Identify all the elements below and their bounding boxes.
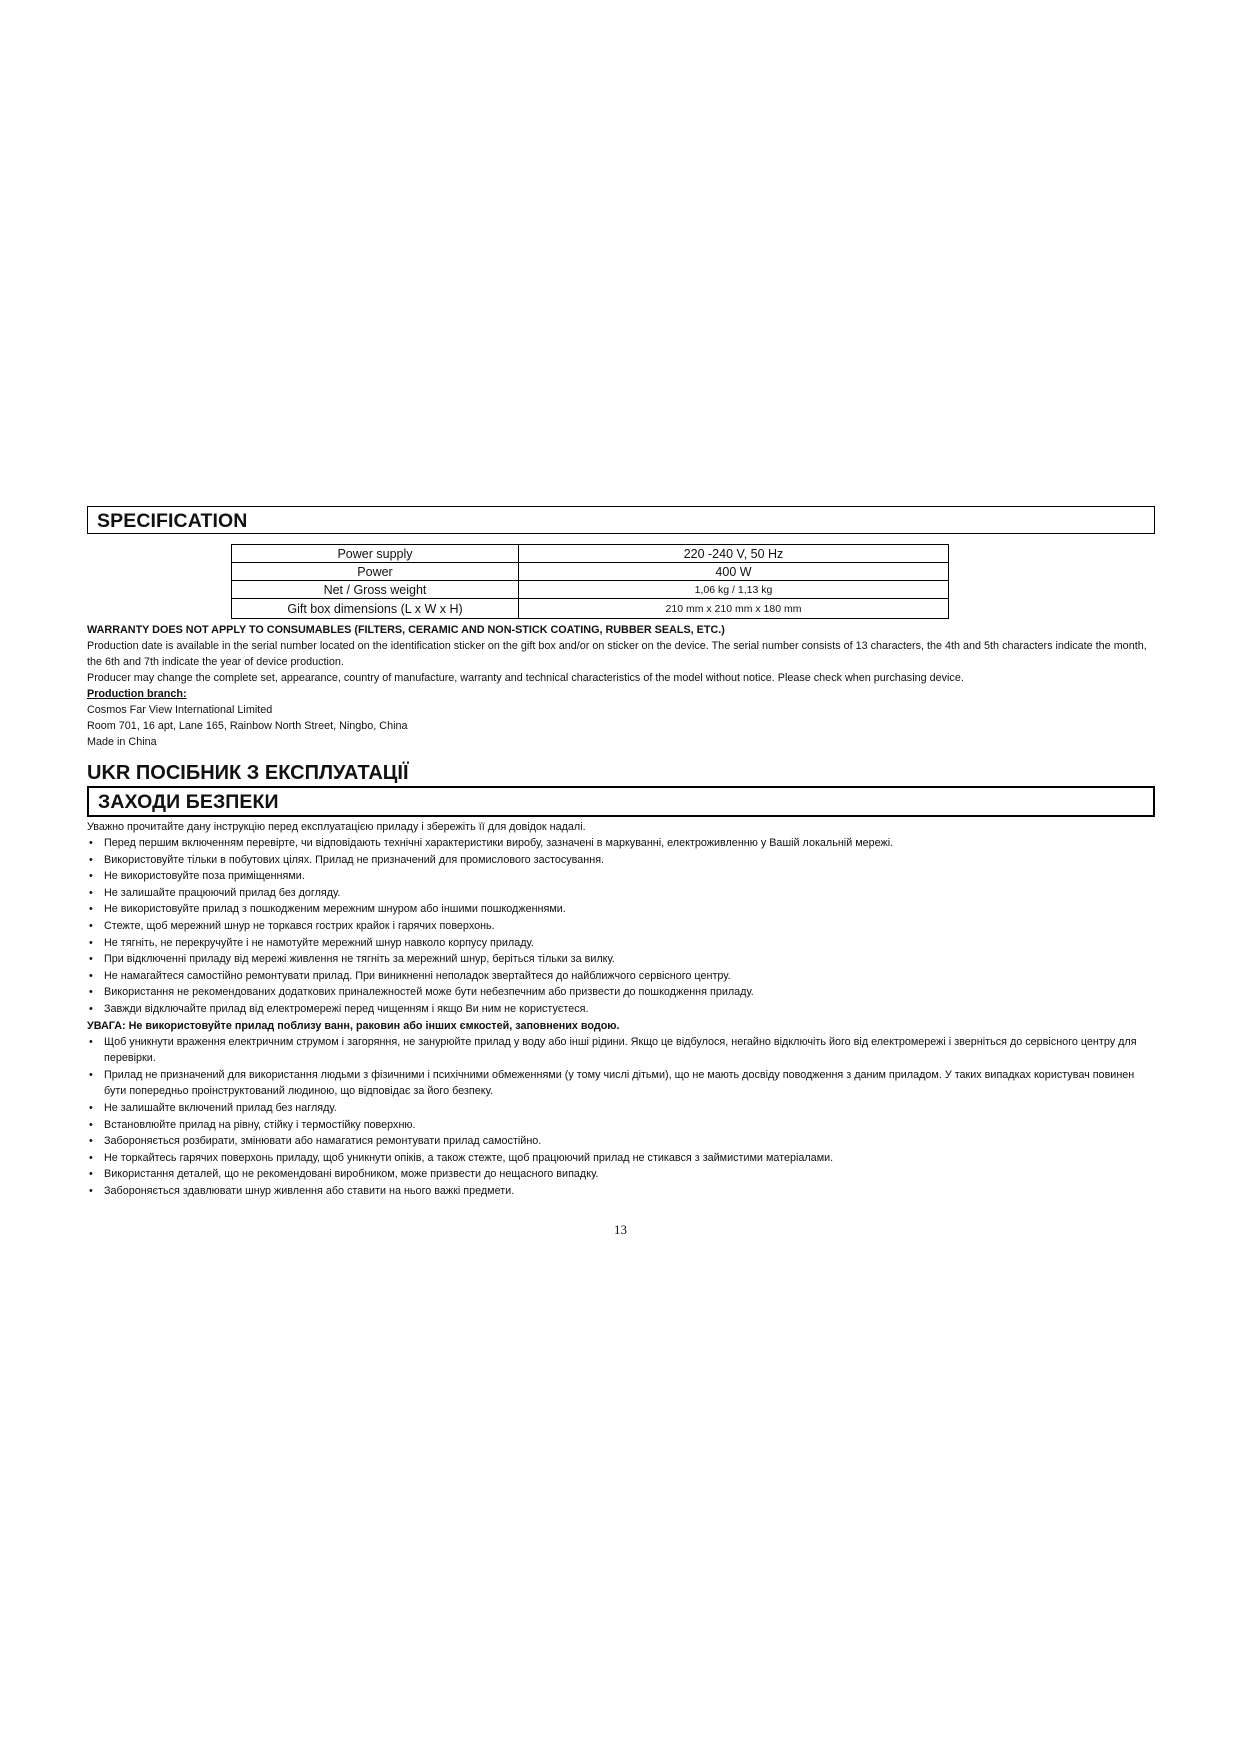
table-row bbox=[232, 545, 949, 563]
spec-label: Gift box dimensions (L x W x H) bbox=[232, 599, 519, 619]
spec-value: 400 W bbox=[519, 563, 949, 581]
safety-intro: Уважно прочитайте дану інструкцію перед експлуатацією приладу і збережіть її для довідок надалі. bbox=[87, 821, 586, 833]
safety-list-2 bbox=[87, 1034, 1155, 1200]
list-item: • Не тягніть, не перекручуйте і не намотуйте мережний шнур навколо корпусу приладу. bbox=[87, 935, 1155, 952]
list-item: • Використання деталей, що не рекомендовані виробником, може призвести до нещасного випадку. bbox=[87, 1166, 1155, 1183]
list-item: • Не залишайте працюючий прилад без догляду. bbox=[87, 885, 1155, 902]
spec-label: Power supply bbox=[232, 545, 519, 563]
producer-note: Producer may change the complete set, appearance, country of manufacture, warranty and technical characteristics of the model without notice. Please check when purchasing device. bbox=[87, 672, 964, 684]
table-row bbox=[232, 581, 949, 599]
list-item: • Завжди відключайте прилад від електромережі перед чищенням і якщо Ви ним не користуєтеся. bbox=[87, 1001, 1155, 1018]
list-item: • Не торкайтесь гарячих поверхонь приладу, щоб уникнути опіків, а також стежте, щоб працюючий прилад не стикався з займистими матеріалами. bbox=[87, 1150, 1155, 1167]
spec-value: 1,06 kg / 1,13 kg bbox=[519, 581, 949, 599]
list-item: • Щоб уникнути враження електричним струмом і загоряння, не занурюйте прилад у воду або інші рідини. Якщо це відбулося, негайно відключіть його від електромережі і зверніться до сервісного центру для перевірки. bbox=[87, 1034, 1155, 1067]
page-content bbox=[87, 506, 1155, 1199]
company-name: Cosmos Far View International Limited bbox=[87, 704, 273, 716]
spec-label: Power bbox=[232, 563, 519, 581]
company-address: Room 701, 16 apt, Lane 165, Rainbow North Street, Ningbo, China bbox=[87, 720, 408, 732]
list-item: • Не залишайте включений прилад без нагляду. bbox=[87, 1100, 1155, 1117]
list-item: • Не використовуйте поза приміщеннями. bbox=[87, 868, 1155, 885]
safety-list-1 bbox=[87, 835, 1155, 1018]
list-item: • Не використовуйте прилад з пошкодженим мережним шнуром або іншими пошкодженнями. bbox=[87, 901, 1155, 918]
list-item: • Не намагайтеся самостійно ремонтувати прилад. При виникненні неполадок звертайтеся до найближчого сервісного центру. bbox=[87, 968, 1155, 985]
ukr-manual-title: UKR ПОСІБНИК З ЕКСПЛУАТАЦІЇ bbox=[87, 762, 409, 784]
list-item: • Стежте, щоб мережний шнур не торкався гострих крайок і гарячих поверхонь. bbox=[87, 918, 1155, 935]
made-in: Made in China bbox=[87, 736, 157, 748]
list-item: • Забороняється здавлювати шнур живлення або ставити на нього важкі предмети. bbox=[87, 1183, 1155, 1200]
page-number: 13 bbox=[614, 1222, 627, 1237]
table-row bbox=[232, 599, 949, 619]
list-item: • Використання не рекомендованих додаткових приналежностей може бути небезпечним або призвести до пошкодження приладу. bbox=[87, 984, 1155, 1001]
list-item: • Прилад не призначений для використання людьми з фізичними і психічними обмеженнями (у тому числі дітьми), що не мають досвіду поводження з даним приладом. У таких випадках користувач повинен бути попередньо проінструктований людиною, що відповідає за його безпеку. bbox=[87, 1067, 1155, 1100]
list-item: • Забороняється розбирати, змінювати або намагатися ремонтувати прилад самостійно. bbox=[87, 1133, 1155, 1150]
list-item: • При відключенні приладу від мережі живлення не тягніть за мережний шнур, беріться тільки за вилку. bbox=[87, 951, 1155, 968]
safety-heading: ЗАХОДИ БЕЗПЕКИ bbox=[87, 786, 1155, 817]
warning-note: УВАГА: Не використовуйте прилад поблизу ванн, раковин або інших ємкостей, заповнених водою. bbox=[87, 1019, 620, 1032]
list-item: • Перед першим включенням перевірте, чи відповідають технічні характеристики виробу, зазначені в маркуванні, електроживленню у Вашій локальній мережі. bbox=[87, 835, 1155, 852]
table-row bbox=[232, 563, 949, 581]
spec-label: Net / Gross weight bbox=[232, 581, 519, 599]
specification-heading: SPECIFICATION bbox=[87, 506, 1155, 534]
list-item: • Використовуйте тільки в побутових цілях. Прилад не призначений для промислового застосування. bbox=[87, 852, 1155, 869]
spec-value: 210 mm x 210 mm x 180 mm bbox=[519, 599, 949, 619]
warranty-note: WARRANTY DOES NOT APPLY TO CONSUMABLES (FILTERS, CERAMIC AND NON-STICK COATING, RUBBER SEALS, ETC.) bbox=[87, 624, 725, 636]
specification-table bbox=[231, 544, 949, 619]
production-date-note: Production date is available in the serial number located on the identification sticker on the gift box and/or on sticker on the device. The serial number consists of 13 characters, the 4th and 5th characters indicate the month, the 6th and 7th indicate the year of device production. bbox=[87, 640, 1147, 668]
list-item: • Встановлюйте прилад на рівну, стійку і термостійку поверхню. bbox=[87, 1117, 1155, 1134]
production-branch-label: Production branch: bbox=[87, 688, 187, 700]
spec-value: 220 -240 V, 50 Hz bbox=[519, 545, 949, 563]
